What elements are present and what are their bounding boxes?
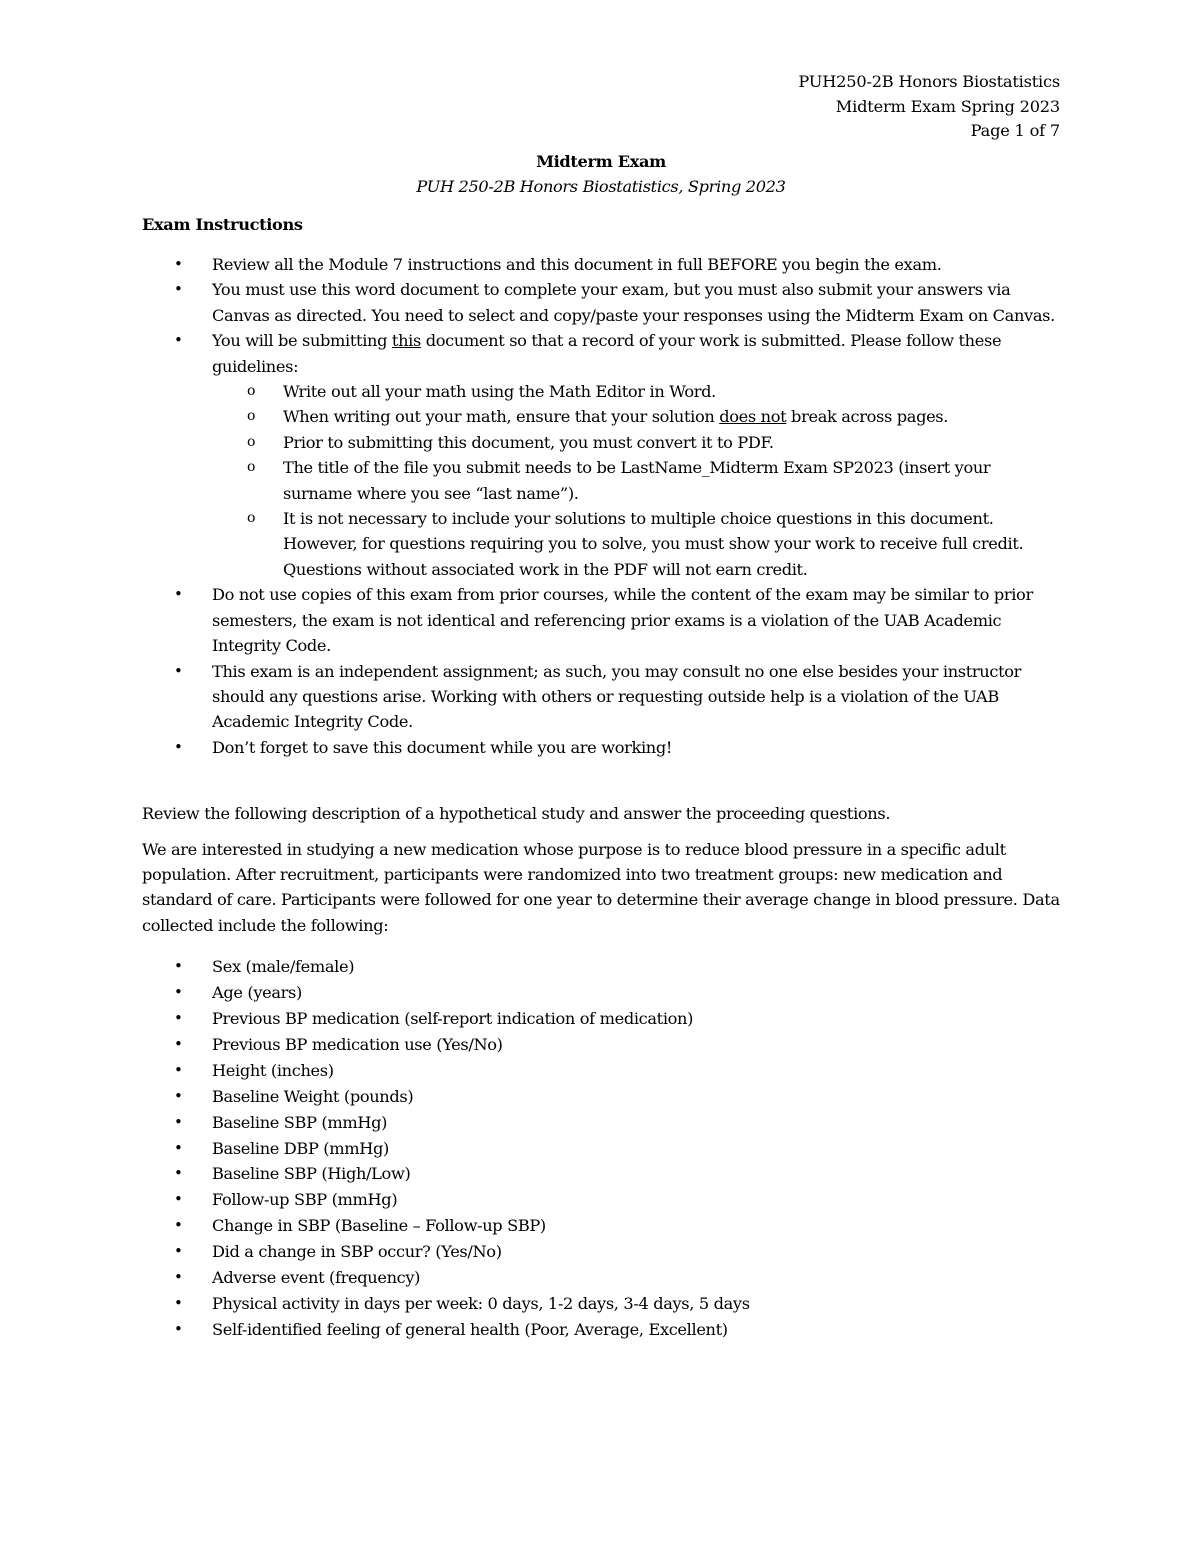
guidelines-list: [212, 379, 1060, 582]
bullet-icon: •: [174, 1216, 183, 1235]
bullet-icon: •: [174, 1086, 183, 1105]
bullet-icon: •: [174, 1060, 183, 1079]
list-item: [174, 1317, 1060, 1343]
sub-bullet-icon: o: [247, 383, 256, 400]
instruction-text: This exam is an independent assignment; as such, you may consult no one else besides your instructor should any questions arise. Working with others or requesting outside help is a violation of the UAB Academic Integrity Code.: [212, 661, 1022, 732]
header-page-number: Page 1 of 7: [970, 121, 1060, 141]
bullet-icon: •: [174, 737, 183, 756]
bullet-icon: •: [174, 1268, 183, 1287]
document-title: Midterm Exam: [536, 151, 666, 171]
guideline-text-part: break across pages.: [786, 407, 949, 427]
list-item: [174, 1084, 1060, 1110]
variable-text: Height (inches): [212, 1060, 334, 1080]
list-item: [247, 455, 1060, 506]
list-item: [174, 735, 1060, 760]
instruction-text: Don’t forget to save this document while you are working!: [212, 737, 673, 757]
variable-text: Self-identified feeling of general health (Poor, Average, Excellent): [212, 1319, 728, 1339]
guideline-text-part: When writing out your math, ensure that your solution: [283, 407, 720, 427]
underlined-phrase: does not: [719, 407, 787, 427]
bullet-icon: •: [174, 255, 183, 273]
list-item: [174, 980, 1060, 1006]
variables-list: [142, 954, 1060, 1343]
list-item: [174, 277, 1060, 328]
instruction-text: [212, 331, 1001, 375]
guideline-text: It is not necessary to include your solutions to multiple choice questions in this document. However, for questions requiring you to solve, you must show your work to receive full credit. Questions without associated work in the PDF will not earn credit.: [283, 509, 1024, 579]
list-item: [174, 328, 1060, 582]
instruction-text: Do not use copies of this exam from prior courses, while the content of the exam may be similar to prior semesters, the exam is not identical and referencing prior exams is a violation of the UAB Academic Integrity Code.: [212, 585, 1033, 656]
list-item: [247, 404, 1060, 429]
list-item: [174, 1265, 1060, 1291]
bullet-icon: •: [174, 585, 183, 604]
list-item: [247, 430, 1060, 455]
bullet-icon: •: [174, 661, 183, 680]
document-subtitle: PUH 250-2B Honors Biostatistics, Spring 2023: [416, 177, 786, 197]
underlined-word: this: [391, 331, 421, 351]
list-item: [174, 1006, 1060, 1032]
list-item: [174, 1161, 1060, 1187]
bullet-icon: •: [174, 1293, 183, 1312]
guideline-text: Write out all your math using the Math Editor in Word.: [283, 382, 716, 402]
variable-text: Baseline Weight (pounds): [212, 1086, 414, 1106]
list-item: [247, 506, 1060, 582]
variable-text: Baseline SBP (mmHg): [212, 1112, 388, 1132]
variable-text: Change in SBP (Baseline – Follow-up SBP): [212, 1216, 546, 1236]
guideline-text: [283, 407, 948, 426]
header-exam: Midterm Exam Spring 2023: [835, 96, 1060, 116]
variable-text: Previous BP medication use (Yes/No): [212, 1034, 503, 1054]
variable-text: Follow-up SBP (mmHg): [212, 1190, 398, 1210]
list-item: [174, 1032, 1060, 1058]
bullet-icon: •: [174, 957, 183, 976]
list-item: [174, 582, 1060, 658]
bullet-icon: •: [174, 280, 183, 299]
bullet-icon: •: [174, 1008, 183, 1027]
list-item: [174, 1058, 1060, 1084]
bullet-icon: •: [174, 1242, 183, 1261]
list-item: [174, 1291, 1060, 1317]
list-item: [247, 379, 1060, 404]
guideline-text: Prior to submitting this document, you must convert it to PDF.: [283, 432, 774, 452]
page-header: [142, 70, 1060, 144]
instructions-heading: Exam Instructions: [142, 214, 303, 234]
variable-text: Adverse event (frequency): [212, 1268, 421, 1288]
guideline-text: The title of the file you submit needs to be LastName_Midterm Exam SP2023 (insert your surname where you see “last name”).: [283, 458, 991, 503]
bullet-icon: •: [174, 1164, 183, 1183]
bullet-icon: •: [174, 1112, 183, 1131]
bullet-icon: •: [174, 331, 183, 350]
variable-text: Previous BP medication (self-report indication of medication): [212, 1008, 694, 1028]
bullet-icon: •: [174, 1319, 183, 1338]
variable-text: Baseline DBP (mmHg): [212, 1138, 390, 1158]
list-item: [174, 954, 1060, 980]
list-item: [174, 1110, 1060, 1136]
study-intro: Review the following description of a hypothetical study and answer the proceeding questions.: [142, 804, 891, 824]
list-item: [174, 1136, 1060, 1162]
sub-bullet-icon: o: [247, 408, 256, 425]
instruction-text: Review all the Module 7 instructions and this document in full BEFORE you begin the exam.: [212, 255, 942, 274]
variable-text: Did a change in SBP occur? (Yes/No): [212, 1242, 502, 1262]
list-item: [174, 659, 1060, 735]
instructions-list: [142, 252, 1060, 760]
instruction-text-part: You will be submitting: [212, 331, 392, 351]
header-course: PUH250-2B Honors Biostatistics: [798, 72, 1060, 91]
instruction-text-part: document so that a record of your work is submitted. Please follow these guidelines:: [212, 331, 1002, 376]
list-item: [174, 1187, 1060, 1213]
variable-text: Baseline SBP (High/Low): [212, 1164, 411, 1184]
instruction-text: You must use this word document to complete your exam, but you must also submit your answers via Canvas as directed. You need to select and copy/paste your responses using the Midterm Exam on Canvas.: [212, 280, 1055, 325]
variable-text: Age (years): [212, 983, 302, 1003]
bullet-icon: •: [174, 983, 183, 1002]
bullet-icon: •: [174, 1138, 183, 1157]
sub-bullet-icon: o: [247, 433, 256, 450]
list-item: [174, 1239, 1060, 1265]
variable-text: Sex (male/female): [212, 957, 355, 977]
bullet-icon: •: [174, 1034, 183, 1053]
variable-text: Physical activity in days per week: 0 days, 1-2 days, 3-4 days, 5 days: [212, 1293, 750, 1313]
sub-bullet-icon: o: [247, 510, 256, 527]
study-description: We are interested in studying a new medication whose purpose is to reduce blood pressure in a specific adult population. After recruitment, participants were randomized into two treatment groups: new medication and standard of care. Participants were followed for one year to determine their average change in blood pressure. Data collected include the following:: [142, 839, 1060, 935]
bullet-icon: •: [174, 1190, 183, 1209]
sub-bullet-icon: o: [247, 459, 256, 476]
list-item: [174, 252, 1060, 277]
list-item: [174, 1213, 1060, 1239]
